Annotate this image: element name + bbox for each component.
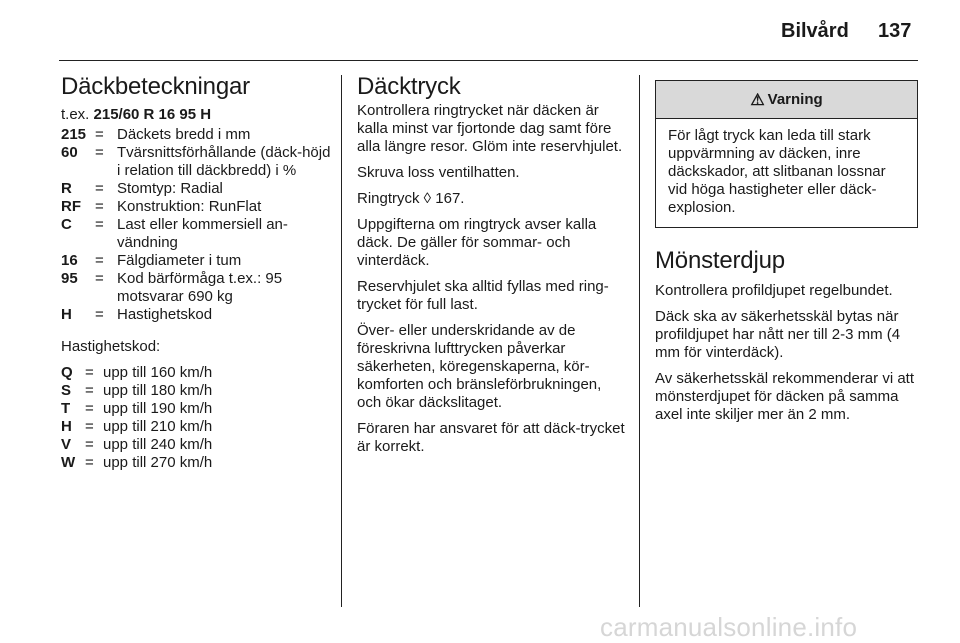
definition-row (61, 180, 337, 198)
equals-sign: = (95, 180, 104, 197)
equals-sign: = (85, 418, 94, 435)
equals-sign: = (85, 436, 94, 453)
section-title: Bilvård (781, 20, 849, 42)
speed-row (61, 382, 337, 400)
equals-sign: = (95, 306, 104, 323)
example-line (61, 106, 337, 124)
page-number: 137 (878, 20, 912, 42)
tire-markings-title: Däckbeteckningar (61, 73, 250, 100)
speed-row (61, 400, 337, 418)
definition-row (61, 306, 337, 324)
equals-sign: = (85, 400, 94, 417)
speed-code-heading: Hastighetskod: (61, 338, 161, 355)
speed-key: H (61, 418, 72, 435)
speed-value: upp till 190 km/h (103, 400, 213, 417)
speed-row (61, 454, 337, 472)
definition-row (61, 198, 337, 216)
tire-pressure-title: Däcktryck (357, 73, 461, 100)
speed-key: V (61, 436, 72, 453)
watermark: carmanualsonline.info (600, 612, 858, 642)
tire-pressure-paragraph: Över- eller underskridande av de föreskrivna lufttrycken påverkar säkerheten, köregenskaperna, kör-komforten och bränsleförbrukningen, och ökar däckslitaget. (357, 322, 602, 411)
definition-row (61, 144, 337, 180)
tread-depth-paragraph: Av säkerhetsskäl rekommenderar vi att mönsterdjupet för däcken på samma axel inte skiljer mer än 2 mm. (655, 370, 914, 423)
speed-row (61, 418, 337, 436)
column-divider-2 (639, 75, 640, 607)
equals-sign: = (85, 454, 94, 471)
warning-text: För lågt tryck kan leda till stark uppvärmning av däcken, inre däckskador, att slitbanan lossnar vid höga hastigheter eller däck-explosion. (668, 127, 886, 216)
definition-key: 95 (61, 270, 78, 287)
definition-value: Fälgdiameter i tum (117, 252, 242, 269)
definition-value: Hastighetskod (117, 306, 213, 323)
marking-definitions (61, 126, 337, 324)
tire-pressure-paragraph: Uppgifterna om ringtryck avser kalla däck. De gäller för sommar- och vinterdäck. (357, 216, 597, 269)
definition-key: C (61, 216, 72, 233)
definition-row (61, 252, 337, 270)
definition-value: Konstruktion: RunFlat (117, 198, 262, 215)
definition-value: Stomtyp: Radial (117, 180, 223, 197)
speed-value: upp till 270 km/h (103, 454, 213, 471)
definition-key: R (61, 180, 72, 197)
definition-value: Kod bärförmåga t.ex.: 95 motsvarar 690 kg (117, 270, 283, 305)
page-header (0, 0, 960, 60)
tire-pressure-column (357, 72, 625, 464)
equals-sign: = (95, 216, 104, 233)
definition-key: RF (61, 198, 81, 215)
speed-row (61, 364, 337, 382)
definition-value: Last eller kommersiell an-vändning (117, 216, 288, 251)
example-prefix: t.ex. (61, 106, 94, 123)
tire-markings-column (61, 72, 337, 472)
tire-pressure-paragraph: Kontrollera ringtrycket när däcken är kalla minst var fjortonde dag samt före alla längre resor. Glöm inte reservhjulet. (357, 102, 623, 155)
speed-key: S (61, 382, 72, 399)
warning-label: Varning (767, 91, 823, 108)
equals-sign: = (95, 198, 104, 215)
speed-key: Q (61, 364, 73, 381)
tire-pressure-paragraph: Reservhjulet ska alltid fyllas med ring-trycket för full last. (357, 278, 609, 313)
definition-key: 215 (61, 126, 87, 143)
tread-depth-title: Mönsterdjup (655, 247, 785, 274)
speed-value: upp till 210 km/h (103, 418, 213, 435)
tread-depth-paragraph: Kontrollera profildjupet regelbundet. (655, 282, 893, 299)
definition-key: H (61, 306, 72, 323)
tire-pressure-paragraph: Föraren har ansvaret för att däck-trycket är korrekt. (357, 420, 625, 455)
definition-value: Däckets bredd i mm (117, 126, 251, 143)
definition-row (61, 126, 337, 144)
equals-sign: = (95, 126, 104, 143)
definition-row (61, 216, 337, 252)
warning-icon: ⚠ (750, 91, 765, 109)
speed-row (61, 436, 337, 454)
equals-sign: = (95, 144, 104, 161)
column-divider-1 (341, 75, 342, 607)
speed-code-list (61, 364, 337, 472)
tire-pressure-paragraph: Skruva loss ventilhatten. (357, 164, 520, 181)
definition-value: Tvärsnittsförhållande (däck-höjd i relation till däckbredd) i % (117, 144, 331, 179)
speed-value: upp till 240 km/h (103, 436, 213, 453)
speed-value: upp till 180 km/h (103, 382, 213, 399)
speed-value: upp till 160 km/h (103, 364, 213, 381)
tread-depth-paragraph: Däck ska av säkerhetsskäl bytas när profildjupet har nått ner till 2-3 mm (4 mm för vinterdäck). (655, 308, 901, 361)
speed-key: T (61, 400, 71, 417)
equals-sign: = (85, 364, 94, 381)
speed-key: W (61, 454, 76, 471)
definition-key: 60 (61, 144, 78, 161)
header-rule (59, 60, 918, 61)
equals-sign: = (95, 270, 104, 287)
tire-pressure-reference[interactable]: Ringtryck ◊ 167. (357, 190, 465, 207)
warning-box (655, 80, 918, 228)
tread-depth-column (655, 76, 920, 432)
example-value: 215/60 R 16 95 H (93, 106, 212, 123)
definition-row (61, 270, 337, 306)
warning-header (656, 81, 917, 119)
equals-sign: = (85, 382, 94, 399)
definition-key: 16 (61, 252, 78, 269)
equals-sign: = (95, 252, 104, 269)
